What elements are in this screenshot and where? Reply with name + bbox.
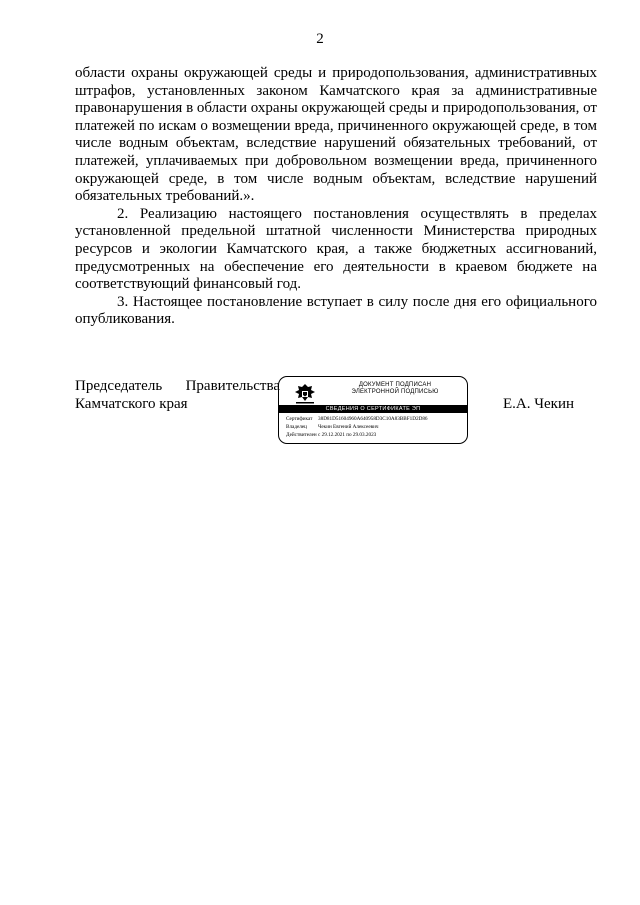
stamp-owner-label: Владелец <box>286 424 307 430</box>
stamp-header-bar: СВЕДЕНИЯ О СЕРТИФИКАТЕ ЭП <box>279 405 467 413</box>
position-word-2: Правительства <box>185 378 280 394</box>
signatory-name: Е.А. Чекин <box>503 396 574 412</box>
paragraph-3: 3. Настоящее постановление вступает в силу после дня его официального опубликования. <box>75 293 597 328</box>
signatory-position-line-2: Камчатского края <box>75 396 188 412</box>
paragraph-2: 2. Реализацию настоящего постановления осуществлять в пределах установленной предельной штатной численности Министерства природных ресурсов и экологии Камчатского края, а также бюджетных ассигнований, предусмотренных на обеспечение его деятельности в краевом бюджете на соответствующий финансовый год. <box>75 205 597 293</box>
stamp-title <box>325 382 465 396</box>
stamp-owner-row <box>286 423 468 431</box>
signatory-position <box>75 377 280 413</box>
document-body <box>75 65 597 329</box>
stamp-owner-value: Чекин Евгений Алексеевич <box>318 424 379 430</box>
coat-of-arms-icon <box>293 383 317 405</box>
signatory-position-line-1 <box>75 377 280 395</box>
stamp-cert-row <box>286 415 468 423</box>
paragraph-continuation: области охраны окружающей среды и природопользования, административных штрафов, установленных законом Камчатского края за административные правонарушения в области охраны окружающей среды и природопользования, от платежей по искам о возмещении вреда, причиненного окружающей среде, в том числе водным объектам, вследствие нарушений обязательных требований, от платежей, уплачиваемых при добровольном возмещении вреда, причиненного окружающей среде, в том числе водным объектам, вследствие нарушений обязательных требований.». <box>75 65 597 205</box>
stamp-validity: Действителен с 29.12.2021 по 29.03.2023 <box>286 432 377 438</box>
stamp-title-line-1: ДОКУМЕНТ ПОДПИСАН <box>358 382 432 388</box>
page-number: 2 <box>316 31 324 47</box>
stamp-cert-label: Сертификат <box>286 416 313 422</box>
stamp-cert-value: 38D81D51604960A640958D3C10A83BBF1D2D86 <box>318 416 428 422</box>
position-word-1: Председатель <box>75 378 163 394</box>
stamp-certificate-info <box>286 415 468 439</box>
e-signature-stamp <box>278 376 468 444</box>
stamp-title-line-2: ЭЛЕКТРОННОЙ ПОДПИСЬЮ <box>351 389 439 395</box>
